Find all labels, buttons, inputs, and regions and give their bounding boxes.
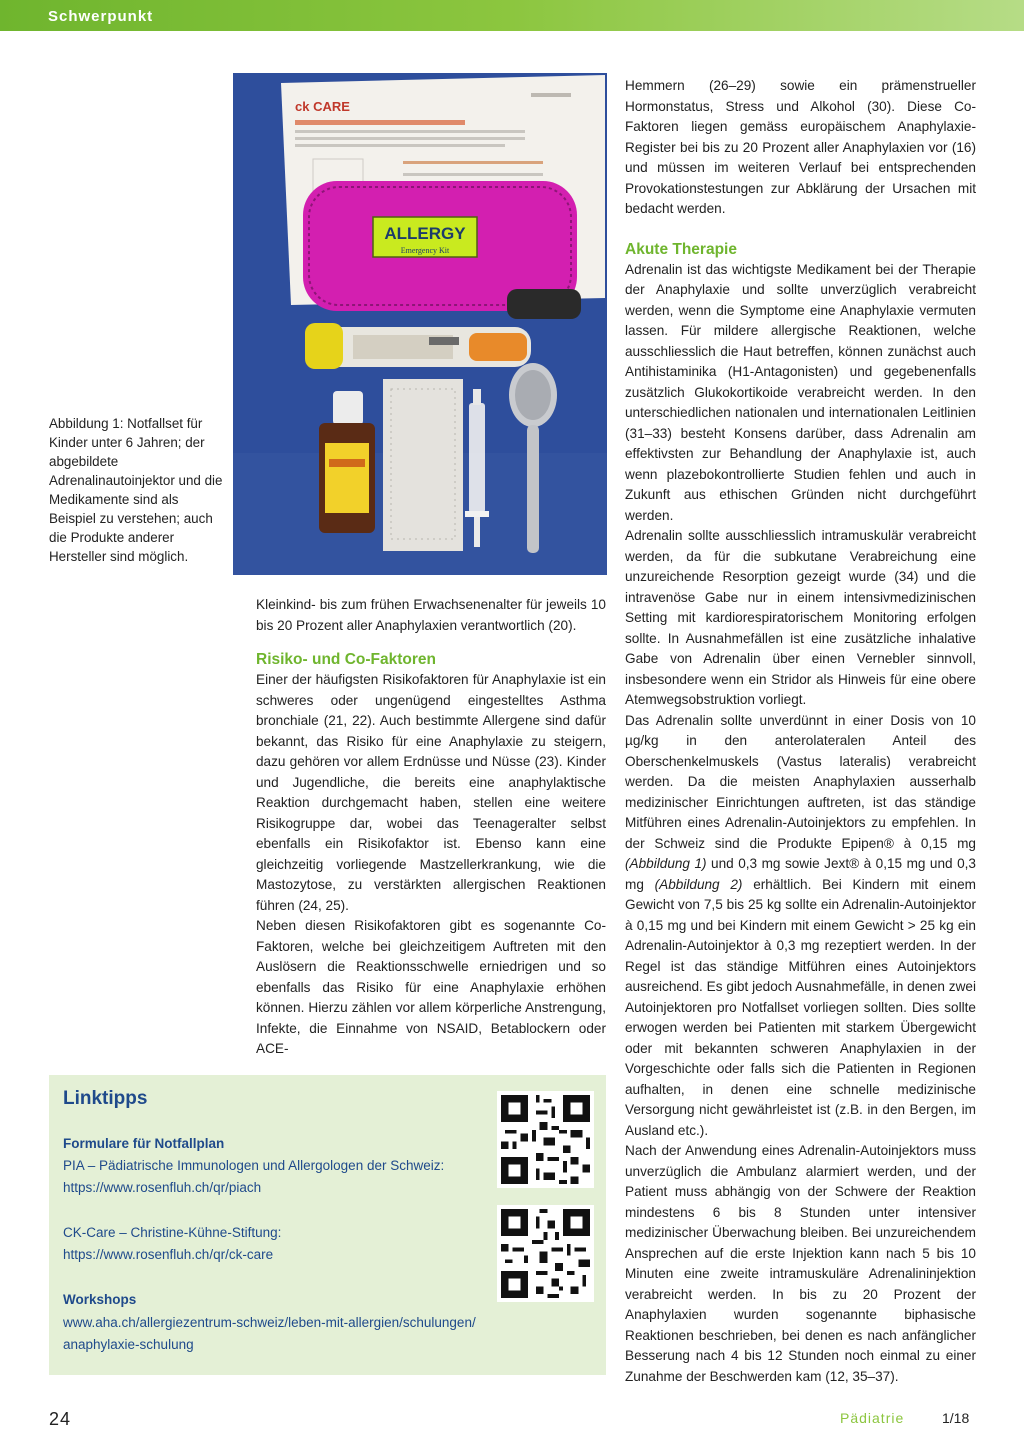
paragraph: Kleinkind- bis zum frühen Erwachsenenalter für jeweils 10 bis 20 Prozent aller Anaphylaxien verantwortlich (20). xyxy=(256,597,606,633)
section-title: Schwerpunkt xyxy=(48,8,154,25)
document-logo: ck CARE xyxy=(295,99,350,114)
link-pia[interactable]: https://www.rosenfluh.ch/qr/piach xyxy=(63,1180,262,1195)
section-header-bar xyxy=(0,0,1024,31)
text-run: erhältlich. Bei Kindern mit einem Gewicht von 7,5 bis 25 kg sollte ein Adrenalin-Autoinjektor à 0,15 mg und bei Kindern mit einem Gewicht > 25 kg ein Adrenalin-Autoinjektor à 0,3 mg rezeptiert werden. In der Regel ist das ständige Mitführen eines Autoinjektors ausreichend. Es gibt jedoch Ausnahmefälle, in denen zwei Autoinjektoren pro Notfallset vorliegen sollten. Dies sollte erwogen werden bei Patienten mit starkem Übergewicht oder mit bekannten schweren Anaphylaxien in der Vorgeschichte oder falls sich die Patienten in Regionen aufhalten, in denen eine schnelle medizinische Versorgung nicht gewährleistet ist (z.B. in den Bergen, im Ausland etc.). xyxy=(625,876,976,1138)
paragraph: Adrenalin sollte ausschliesslich intramuskulär verabreicht werden, da für die subkutane Verabreichung eine unzureichende Resorption gezeigt wurde (34) und die intravenöse Gabe nur in einem intensivmedizinischen Setting mit kardiorespiratorischem Monitoring erfolgen sollte. In Ausnahmefällen ist eine zusätzliche inhalative Gabe von Adrenalin über einen Vernebler sinnvoll, insbesondere wenn ein Stridor als Hinweis für eine obere Atemwegsobstruktion vorliegt. xyxy=(625,528,976,707)
paragraph: Neben diesen Risikofaktoren gibt es sogenannte Co-Faktoren, welche bei gleichzeitigem Auftreten mit den Auslösern die Reaktionsschwelle erniedrigen und so ebenfalls das Risiko für eine Anaphylaxie erhöhen können. Hierzu zählen vor allem körperliche Anstrengung, Infekte, die Einnahme von NSAID, Betablockern oder ACE- xyxy=(256,918,606,1056)
linktipps-box xyxy=(49,1075,606,1375)
emergency-kit-illustration xyxy=(233,73,607,575)
text-run: Das Adrenalin sollte unverdünnt in einer Dosis von 10 µg/kg in den anterolateralen Anteil des Oberschenkelmuskels (Vastus lateralis) verabreicht werden. Da die meisten Anaphylaxien ausserhalb medizinischer Einrichtungen auftreten, ist das ständige Mitführen eines Adrenalin-Autoinjektors zu empfehlen. In der Schweiz sind die Produkte Epipen® à 0,15 mg xyxy=(625,712,976,851)
linktipps-title: Linktipps xyxy=(63,1088,148,1109)
link-label-pia: PIA – Pädiatrische Immunologen und Allergologen der Schweiz: xyxy=(63,1158,445,1173)
paragraph: Einer der häufigsten Risikofaktoren für Anaphylaxie ist ein schweres oder ungenügend eingestelltes Asthma bronchiale (21, 22). Auch bestimmte Allergene sind dafür bekannt, das Risiko für eine Anaphylaxie zu steigern, dazu gehören vor allem Erdnüsse und Nüsse (23). Kinder und Jugendliche, die bereits eine anaphylaktische Reaktion durchgemacht haben, stellen eine weitere Risikogruppe dar, wobei das Teenageralter selbst ebenfalls ein Risikofaktor ist. Ebenso kann eine gleichzeitig vorliegende Mastzellerkrankung, wie die Mastozytose, zu verstärkten allergischen Reaktionen führen (24, 25). xyxy=(256,672,606,913)
bag-sublabel: Emergency Kit xyxy=(400,246,450,255)
link-ckcare[interactable]: https://www.rosenfluh.ch/qr/ck-care xyxy=(63,1247,274,1262)
paragraph xyxy=(625,711,976,1142)
qr-code-icon[interactable] xyxy=(497,1205,594,1302)
link-workshops[interactable]: www.aha.ch/allergiezentrum-schweiz/leben-mit-allergien/schulungen/ xyxy=(63,1315,476,1330)
figure-reference[interactable]: (Abbildung 2) xyxy=(654,876,743,892)
paragraph: Hemmern (26–29) sowie ein prämenstrueller Hormonstatus, Stress und Alkohol (30). Diese Co-Faktoren liegen gemäss europäischem Anaphylaxie-Register bei bis zu 20 Prozent aller Anaphylaxien vor (16) und müssen im weiteren Verlauf bei entsprechenden Provokationstestungen zur Abklärung der Ursachen mit bedacht werden. xyxy=(625,78,976,216)
journal-name: Pädiatrie xyxy=(840,1410,905,1426)
figure-photo xyxy=(233,73,607,575)
link-workshops-cont[interactable]: anaphylaxie-schulung xyxy=(63,1337,194,1352)
page-number: 24 xyxy=(49,1409,72,1429)
qr-code-icon[interactable] xyxy=(497,1091,594,1188)
link-label-ckcare: CK-Care – Christine-Kühne-Stiftung: xyxy=(63,1225,282,1240)
paragraph: Adrenalin ist das wichtigste Medikament bei der Therapie der Anaphylaxie und sollte unverzüglich verabreicht werden, wenn die Symptome eine Anaphylaxie vermuten lassen. Für mildere allergische Reaktionen, welche ausschliesslich die Haut betreffen, können zunächst auch Antihistaminika (H1-Antagonisten) und gegebenenfalls zusätzlich Glukokortikoide verabreicht werden. In den unterschiedlichen nationalen und internationalen Leitlinien (31–33) besteht Konsens darüber, dass Adrenalin am effektivsten zur Behandlung der Anaphylaxie ist, auch wenn plazebokontrollierte Studien fehlen und auch in Zukunft aus ethischen Gründen nicht durchgeführt werden. xyxy=(625,261,976,523)
text-run: und 0,3 mg sowie Jext® à 0,15 mg und 0,3 mg xyxy=(625,856,976,892)
issue-number: 1/18 xyxy=(942,1410,970,1426)
right-text-column xyxy=(625,76,976,1387)
section-heading-therapy: Akute Therapie xyxy=(625,240,737,258)
figure-caption: Abbildung 1: Notfallset für Kinder unter 6 Jahren; der abgebildete Adrenalinautoinjektor und die Medikamente sind als Beispiel zu verstehen; auch die Produkte anderer Hersteller sind möglich. xyxy=(49,416,223,564)
paragraph: Nach der Anwendung eines Adrenalin-Autoinjektors muss unverzüglich die Ambulanz alarmiert werden, und der Patient muss abhängig von der Schwere der Reaktion mindestens 6 bis 8 Stunden unter intensiver medizinischer Überwachung bleiben. Bei unzureichendem Ansprechen auf die erste Injektion kann nach 5 bis 10 Minuten eine zweite intramuskuläre Adrenalininjektion verabreicht werden. In bis zu 20 Prozent der Anaphylaxien wurden sogenannte biphasische Reaktionen beschrieben, bei denen es nach anfänglicher Besserung nach 4 bis 12 Stunden noch einmal zu einer Zunahme der Beschwerden kam (12, 35–37). xyxy=(625,1143,976,1384)
bag-label: ALLERGY xyxy=(384,224,466,243)
section-heading-risk: Risiko- und Co-Faktoren xyxy=(256,651,436,668)
heading-workshops: Workshops xyxy=(63,1292,137,1307)
middle-text-column xyxy=(256,595,606,1060)
figure-reference[interactable]: (Abbildung 1) xyxy=(625,856,707,871)
heading-forms: Formulare für Notfallplan xyxy=(63,1136,225,1151)
